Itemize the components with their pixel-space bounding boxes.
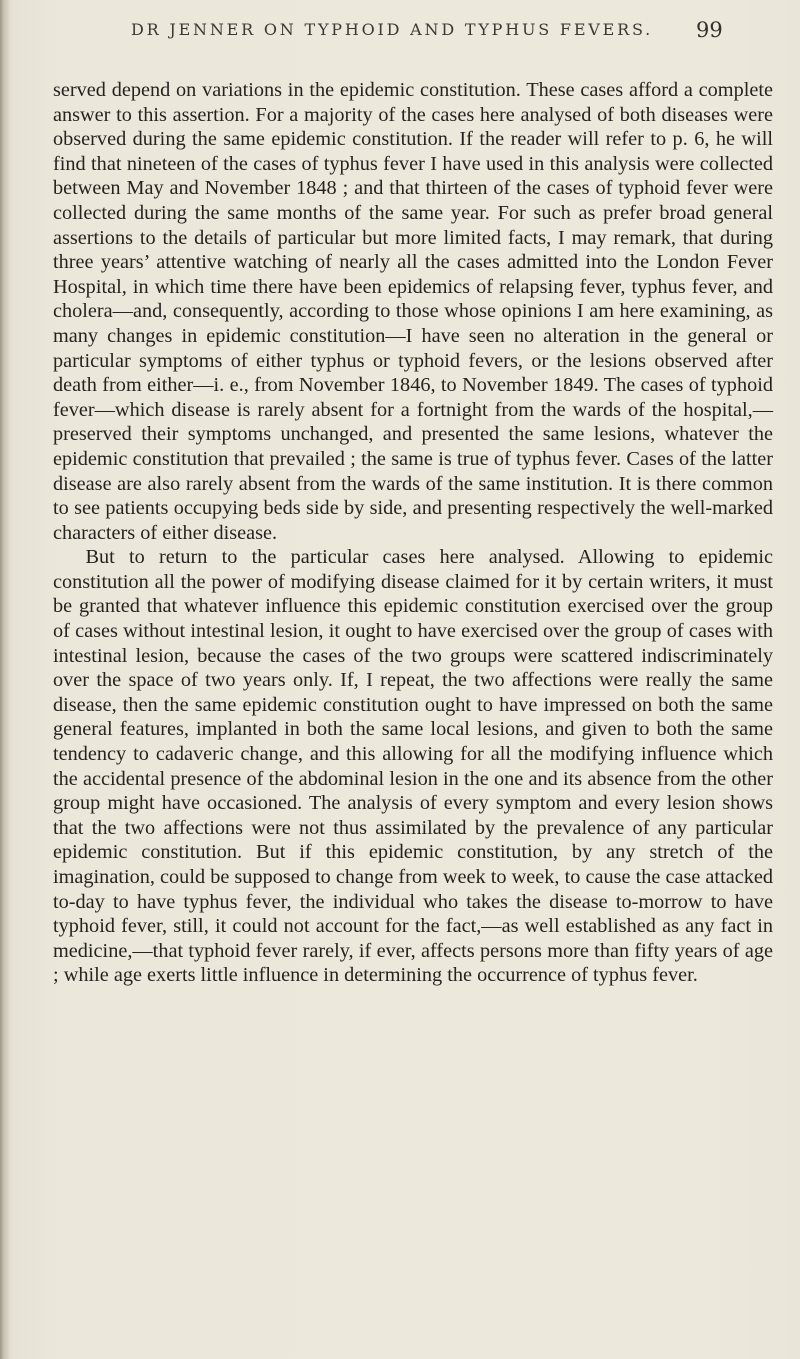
page-number: 99 [696,18,723,42]
page-header [0,20,800,50]
paragraph: served depend on variations in the epidemic constitution. These cases afford a complete answer to this assertion. For a majority of the cases here analysed of both diseases were observed during the same epidemic constitution. If the reader will refer to p. 6, he will find that nineteen of the cases of typhus fever I have used in this analysis were collected between May and November 1848 ; and that thirteen of the cases of typhoid fever were collected during the same months of the same year. For such as prefer broad general assertions to the details of particular but more limited facts, I may remark, that during three years’ attentive watching of nearly all the cases admitted into the London Fever Hospital, in which time there have been epidemics of relapsing fever, typhus fever, and cholera—and, consequently, according to those whose opinions I am here examining, as many changes in epidemic constitution—I have seen no alteration in the general or particular symptoms of either typhus or typhoid fevers, or the lesions observed after death from either—i. e., from November 1846, to November 1849. The cases of typhoid fever—which disease is rarely absent for a fortnight from the wards of the hospital,—preserved their symptoms unchanged, and presented the same lesions, whatever the epidemic constitution that prevailed ; the same is true of typhus fever. Cases of the latter disease are also rarely absent from the wards of the same institution. It is there common to see patients occupying beds side by side, and presenting respectively the well-marked characters of either disease. [53,79,773,544]
binding-gutter [0,0,10,1359]
running-head: DR JENNER ON TYPHOID AND TYPHUS FEVERS. [131,20,654,39]
body-text [53,78,773,988]
paragraph: But to return to the particular cases here analysed. Allowing to epidemic constitution all the power of modifying disease claimed for it by certain writers, it must be granted that whatever influence this epidemic constitution exercised over the group of cases without intestinal lesion, it ought to have exercised over the group of cases with intestinal lesion, because the cases of the two groups were scattered indiscriminately over the space of two years only. If, I repeat, the two affections were really the same disease, then the same epidemic constitution ought to have impressed on both the same general features, implanted in both the same local lesions, and given to both the same tendency to cadaveric change, and this allowing for all the modifying influence which the accidental presence of the abdominal lesion in the one and its absence from the other group might have occasioned. The analysis of every symptom and every lesion shows that the two affections were not thus assimilated by the prevalence of any particular epidemic constitution. But if this epidemic constitution, by any stretch of the imagination, could be supposed to change from week to week, to cause the case attacked to-day to have typhus fever, the individual who takes the disease to-morrow to have typhoid fever, still, it could not account for the fact,—as well established as any fact in medicine,—that typhoid fever rarely, if ever, affects persons more than fifty years of age ; while age exerts little influence in determining the occurrence of typhus fever. [53,546,773,987]
